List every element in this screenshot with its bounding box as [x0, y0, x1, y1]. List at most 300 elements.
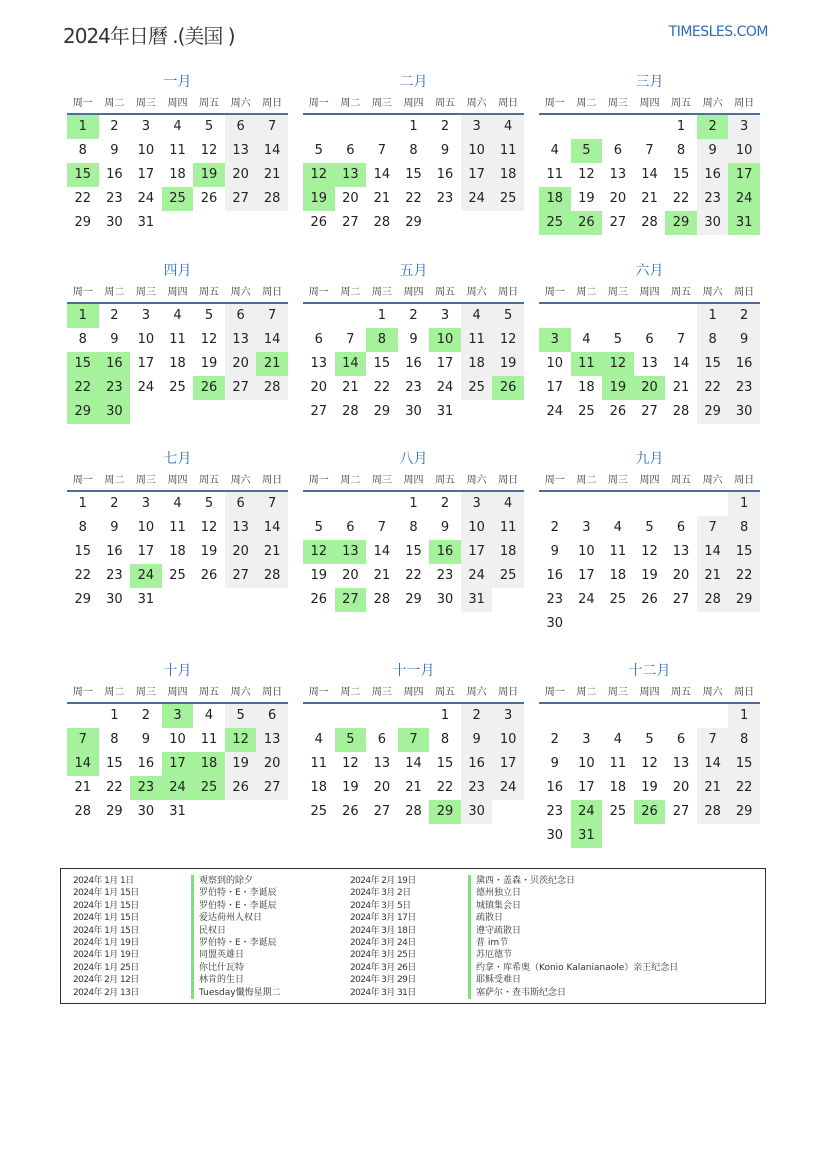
week-row [67, 492, 288, 516]
week-row [303, 492, 524, 516]
empty-day-cell [162, 211, 194, 235]
week-row [67, 304, 288, 328]
day-cell: 11 [609, 544, 627, 559]
day-cell: 18 [539, 187, 571, 211]
weekday-label: 周日 [734, 98, 755, 109]
day-cell: 9 [550, 544, 559, 559]
empty-day-cell [256, 588, 288, 612]
weekday-label: 周二 [104, 98, 125, 109]
empty-day-cell [492, 588, 524, 612]
day-cell: 19 [193, 163, 225, 187]
weekday-label: 周四 [167, 687, 188, 698]
week-row [539, 776, 760, 800]
weekday-label: 周三 [135, 287, 156, 298]
weekday-label: 周五 [199, 475, 220, 486]
day-cell: 9 [728, 328, 760, 352]
day-cell: 4 [173, 119, 182, 134]
weekday-label: 周五 [435, 98, 456, 109]
holiday-date: 2024年 3月 31日 [350, 987, 416, 998]
day-cell: 6 [314, 332, 323, 347]
holiday-date: 2024年 1月 15日 [73, 900, 139, 911]
day-cell: 27 [373, 804, 391, 819]
day-cell: 25 [162, 187, 194, 211]
weekday-label: 周五 [199, 287, 220, 298]
day-cell: 19 [303, 187, 335, 211]
day-cell: 10 [546, 356, 564, 371]
day-cell: 11 [310, 756, 328, 771]
week-row [303, 540, 524, 564]
weekday-label: 周三 [135, 98, 156, 109]
empty-day-cell [303, 304, 335, 328]
holiday-name: 爱达荷州人权日 [191, 912, 262, 924]
day-cell: 22 [672, 191, 690, 206]
day-cell: 2 [110, 308, 119, 323]
day-cell: 17 [461, 163, 493, 187]
day-cell: 27 [672, 592, 690, 607]
day-cell: 12 [200, 332, 218, 347]
day-cell: 1 [440, 708, 450, 723]
holiday-column-left [73, 875, 281, 999]
weekday-label: 周二 [576, 98, 597, 109]
day-cell: 3 [582, 520, 591, 535]
day-cell: 15 [405, 167, 422, 182]
day-cell: 13 [641, 356, 658, 371]
weekday-label: 周日 [734, 475, 755, 486]
weekday-label: 周二 [340, 475, 361, 486]
weekday-label: 周二 [576, 287, 597, 298]
day-cell: 27 [256, 776, 288, 800]
day-cell: 31 [137, 215, 155, 230]
day-cell: 11 [200, 732, 218, 747]
brand-link[interactable]: TIMESLES.COM [668, 24, 768, 40]
day-cell: 12 [303, 163, 335, 187]
day-cell: 24 [728, 187, 760, 211]
week-row [303, 115, 524, 139]
day-cell: 6 [225, 115, 257, 139]
day-cell: 9 [110, 332, 119, 347]
day-cell: 22 [373, 380, 391, 395]
day-cell: 19 [492, 352, 524, 376]
day-cell: 31 [728, 211, 760, 235]
week-row [67, 776, 288, 800]
week-row [539, 588, 760, 612]
day-cell: 21 [256, 540, 288, 564]
day-cell: 22 [728, 776, 760, 800]
day-cell: 14 [67, 752, 99, 776]
empty-day-cell [335, 115, 367, 139]
day-cell: 11 [492, 516, 524, 540]
empty-day-cell [634, 304, 666, 328]
empty-day-cell [67, 704, 99, 728]
day-cell: 16 [106, 167, 123, 182]
weekday-label: 周一 [308, 98, 329, 109]
day-cell: 12 [200, 520, 218, 535]
day-cell: 16 [429, 540, 461, 564]
empty-day-cell [634, 824, 666, 848]
day-cell: 22 [106, 780, 123, 795]
day-cell: 19 [578, 191, 595, 206]
day-cell: 5 [645, 520, 654, 535]
weekday-label: 周日 [262, 287, 283, 298]
empty-day-cell [225, 400, 257, 424]
weekday-header [303, 283, 524, 304]
empty-day-cell [539, 304, 571, 328]
day-cell: 18 [169, 356, 186, 371]
day-cell: 2 [440, 119, 450, 134]
weekday-label: 周日 [262, 475, 283, 486]
week-row [67, 211, 288, 235]
day-cell: 12 [578, 167, 595, 182]
weekday-label: 周三 [135, 687, 156, 698]
day-cell: 17 [578, 780, 595, 795]
day-cell: 21 [641, 191, 658, 206]
day-cell: 28 [373, 215, 391, 230]
day-cell: 4 [461, 304, 493, 328]
month-block [539, 661, 760, 848]
day-cell: 21 [342, 380, 359, 395]
holiday-name: 罗伯特・E・李诞辰 [191, 937, 277, 949]
empty-day-cell [162, 400, 194, 424]
holiday-entry [350, 987, 678, 999]
day-cell: 1 [728, 704, 760, 728]
holiday-date: 2024年 3月 26日 [350, 962, 416, 973]
day-cell: 28 [256, 187, 288, 211]
day-cell: 24 [578, 592, 595, 607]
holiday-name: 塞萨尔・查韦斯纪念日 [468, 987, 566, 999]
day-cell: 24 [130, 564, 162, 588]
day-cell: 21 [373, 191, 391, 206]
empty-day-cell [130, 400, 162, 424]
day-cell: 29 [67, 400, 99, 424]
empty-day-cell [697, 704, 729, 728]
weekday-label: 周四 [403, 98, 424, 109]
week-row [539, 352, 760, 376]
week-row [67, 400, 288, 424]
day-cell: 31 [571, 824, 603, 848]
week-row [303, 588, 524, 612]
day-cell: 15 [728, 752, 760, 776]
day-cell: 29 [728, 800, 760, 824]
day-cell: 12 [225, 728, 257, 752]
month-name: 四月 [163, 263, 192, 279]
month-block [539, 72, 760, 235]
day-cell: 18 [609, 780, 627, 795]
empty-day-cell [634, 492, 666, 516]
holiday-date: 2024年 3月 25日 [350, 950, 416, 961]
day-cell: 16 [405, 356, 422, 371]
day-cell: 16 [106, 544, 123, 559]
day-cell: 5 [645, 732, 654, 747]
day-cell: 4 [582, 332, 591, 347]
weekday-label: 周日 [498, 475, 519, 486]
day-cell: 15 [436, 756, 454, 771]
week-row [539, 328, 760, 352]
day-cell: 11 [492, 139, 524, 163]
day-cell: 28 [373, 592, 391, 607]
empty-day-cell [665, 612, 697, 636]
day-cell: 15 [74, 544, 92, 559]
week-row [539, 540, 760, 564]
day-cell: 13 [672, 544, 690, 559]
day-cell: 8 [676, 143, 686, 158]
day-cell: 30 [99, 400, 131, 424]
day-cell: 24 [137, 191, 155, 206]
day-cell: 23 [546, 804, 564, 819]
day-cell: 1 [409, 496, 418, 511]
day-cell: 25 [310, 804, 328, 819]
day-cell: 11 [546, 167, 564, 182]
empty-day-cell [492, 400, 524, 424]
day-cell: 7 [256, 115, 288, 139]
day-cell: 3 [141, 119, 151, 134]
weekday-label: 周五 [435, 475, 456, 486]
week-row [303, 516, 524, 540]
day-cell: 14 [405, 756, 422, 771]
holiday-name: Tuesday懺悔星期二 [191, 987, 281, 999]
holiday-date: 2024年 2月 12日 [73, 975, 139, 986]
day-cell: 6 [676, 520, 686, 535]
day-cell: 25 [169, 568, 186, 583]
day-cell: 3 [582, 732, 591, 747]
day-cell: 16 [546, 568, 564, 583]
week-row [539, 492, 760, 516]
holiday-name: 苏厄德节 [468, 949, 512, 961]
day-cell: 15 [67, 352, 99, 376]
day-cell: 16 [436, 167, 454, 182]
weekday-label: 周一 [544, 98, 565, 109]
day-cell: 26 [310, 592, 328, 607]
weekday-label: 周六 [466, 98, 487, 109]
empty-day-cell [634, 704, 666, 728]
week-row [539, 163, 760, 187]
day-cell: 18 [193, 752, 225, 776]
week-row [539, 752, 760, 776]
weekday-label: 周六 [702, 287, 723, 298]
day-cell: 7 [256, 492, 288, 516]
weekday-label: 周五 [435, 287, 456, 298]
week-row [303, 187, 524, 211]
day-cell: 25 [169, 380, 186, 395]
holiday-entry [350, 962, 678, 974]
weekday-label: 周三 [607, 475, 628, 486]
holiday-name: 约拿・库希奥（Konio Kalanianaole）亲王纪念日 [468, 962, 678, 974]
weekday-label: 周四 [639, 287, 660, 298]
empty-day-cell [665, 304, 697, 328]
holiday-date: 2024年 3月 18日 [350, 925, 416, 936]
empty-day-cell [303, 704, 335, 728]
month-block [303, 261, 524, 424]
day-cell: 18 [169, 167, 186, 182]
day-cell: 21 [256, 352, 288, 376]
empty-day-cell [539, 704, 571, 728]
month-block [303, 449, 524, 612]
empty-day-cell [492, 211, 524, 235]
weekday-label: 周二 [340, 98, 361, 109]
day-cell: 30 [106, 215, 123, 230]
empty-day-cell [193, 588, 225, 612]
day-cell: 18 [310, 780, 328, 795]
week-row [67, 163, 288, 187]
day-cell: 2 [461, 704, 493, 728]
day-cell: 19 [200, 544, 218, 559]
empty-day-cell [602, 612, 634, 636]
holiday-entry [73, 987, 281, 999]
day-cell: 28 [641, 215, 658, 230]
day-cell: 26 [634, 800, 666, 824]
day-cell: 17 [461, 540, 493, 564]
day-cell: 27 [335, 588, 367, 612]
day-cell: 25 [193, 776, 225, 800]
week-row [303, 304, 524, 328]
weekday-label: 周一 [544, 687, 565, 698]
day-cell: 14 [256, 516, 288, 540]
holiday-name: 遵守疏散日 [468, 925, 521, 937]
week-row [67, 540, 288, 564]
day-cell: 4 [550, 143, 559, 158]
weekday-label: 周五 [671, 475, 692, 486]
day-cell: 23 [436, 568, 454, 583]
day-cell: 16 [99, 352, 131, 376]
day-cell: 1 [67, 115, 99, 139]
day-cell: 14 [672, 356, 690, 371]
week-row [539, 612, 760, 636]
day-cell: 18 [609, 568, 627, 583]
day-cell: 5 [335, 728, 367, 752]
empty-day-cell [602, 492, 634, 516]
day-cell: 23 [436, 191, 454, 206]
day-cell: 22 [697, 376, 729, 400]
day-cell: 25 [609, 804, 627, 819]
day-cell: 3 [141, 496, 151, 511]
day-cell: 20 [256, 752, 288, 776]
holiday-name: 城镇集会日 [468, 900, 521, 912]
day-cell: 7 [398, 728, 430, 752]
week-row [67, 588, 288, 612]
weekday-header [303, 94, 524, 115]
day-cell: 1 [697, 304, 729, 328]
weekday-label: 周六 [230, 475, 251, 486]
weekday-label: 周六 [230, 687, 251, 698]
day-cell: 1 [377, 308, 387, 323]
weekday-header [539, 471, 760, 492]
day-cell: 27 [672, 804, 690, 819]
holiday-entry [73, 875, 281, 887]
day-cell: 1 [78, 496, 87, 511]
month-name: 十二月 [628, 663, 671, 679]
day-cell: 15 [405, 544, 422, 559]
day-cell: 24 [546, 404, 564, 419]
day-cell: 12 [492, 328, 524, 352]
holiday-date: 2024年 3月 2日 [350, 888, 411, 899]
day-cell: 20 [225, 163, 257, 187]
weekday-label: 周一 [72, 98, 93, 109]
month-name: 二月 [399, 74, 428, 90]
day-cell: 13 [225, 516, 257, 540]
day-cell: 4 [613, 520, 623, 535]
day-cell: 2 [110, 119, 119, 134]
day-cell: 25 [578, 404, 595, 419]
day-cell: 30 [697, 211, 729, 235]
day-cell: 14 [641, 167, 658, 182]
day-cell: 27 [609, 215, 627, 230]
weekday-label: 周五 [671, 287, 692, 298]
day-cell: 27 [225, 564, 257, 588]
empty-day-cell [429, 211, 461, 235]
day-cell: 30 [436, 592, 454, 607]
month-name: 八月 [399, 451, 428, 467]
day-cell: 8 [697, 328, 729, 352]
day-cell: 17 [728, 163, 760, 187]
day-cell: 31 [137, 592, 155, 607]
day-cell: 6 [377, 732, 387, 747]
day-cell: 28 [697, 800, 729, 824]
week-row [303, 328, 524, 352]
day-cell: 20 [310, 380, 328, 395]
week-row [539, 800, 760, 824]
holiday-date: 2024年 1月 19日 [73, 937, 139, 948]
day-cell: 20 [672, 780, 690, 795]
day-cell: 29 [728, 588, 760, 612]
day-cell: 2 [409, 308, 418, 323]
day-cell: 4 [204, 708, 214, 723]
weekday-label: 周三 [371, 98, 392, 109]
empty-day-cell [335, 704, 367, 728]
day-cell: 13 [225, 328, 257, 352]
weekday-label: 周日 [498, 287, 519, 298]
day-cell: 18 [578, 380, 595, 395]
day-cell: 26 [225, 776, 257, 800]
day-cell: 15 [373, 356, 391, 371]
day-cell: 9 [110, 143, 119, 158]
day-cell: 29 [429, 800, 461, 824]
weekday-label: 周六 [466, 687, 487, 698]
day-cell: 14 [373, 544, 391, 559]
day-cell: 5 [314, 520, 323, 535]
day-cell: 19 [200, 356, 218, 371]
holiday-date: 2024年 1月 15日 [73, 888, 139, 899]
empty-day-cell [634, 612, 666, 636]
day-cell: 2 [550, 732, 559, 747]
day-cell: 24 [436, 380, 454, 395]
week-row [67, 564, 288, 588]
weekday-label: 周六 [702, 475, 723, 486]
day-cell: 20 [609, 191, 627, 206]
day-cell: 3 [162, 704, 194, 728]
weekday-label: 周一 [72, 475, 93, 486]
week-row [539, 115, 760, 139]
empty-day-cell [571, 304, 603, 328]
day-cell: 13 [373, 756, 391, 771]
weekday-label: 周一 [544, 287, 565, 298]
day-cell: 11 [169, 332, 186, 347]
holiday-date: 2024年 1月 25日 [73, 962, 139, 973]
holiday-name: 疏散日 [468, 912, 503, 924]
day-cell: 27 [225, 376, 257, 400]
week-row [67, 752, 288, 776]
weekday-label: 周四 [639, 687, 660, 698]
day-cell: 7 [697, 516, 729, 540]
holiday-entry [350, 925, 678, 937]
day-cell: 10 [492, 728, 524, 752]
month-block [67, 449, 288, 612]
week-row [539, 704, 760, 728]
day-cell: 7 [697, 728, 729, 752]
day-cell: 13 [256, 728, 288, 752]
day-cell: 21 [697, 776, 729, 800]
day-cell: 24 [492, 776, 524, 800]
day-cell: 9 [110, 520, 119, 535]
day-cell: 9 [550, 756, 559, 771]
